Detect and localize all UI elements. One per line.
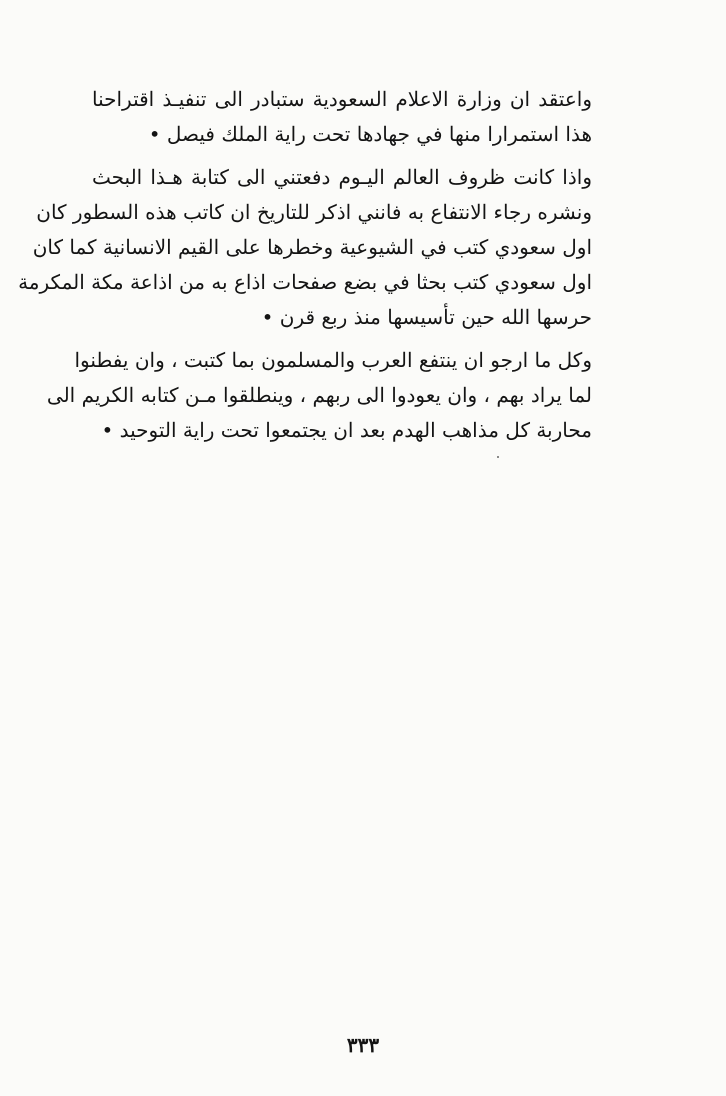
text-line: هذا استمرارا منها في جهادها تحت راية الملك فيصل •	[148, 122, 592, 146]
text-line: واذا كانت ظروف العالم اليـوم دفعتني الى كتابة هـذا البحث	[92, 165, 592, 189]
text-line: واعتقد ان وزارة الاعلام السعودية ستبادر الى تنفيـذ اقتراحنا	[92, 87, 592, 111]
text-line: ونشره رجاء الانتفاع به فانني اذكر للتاريخ ان كاتب هذه السطور كان	[36, 200, 592, 224]
text-line: اول سعودي كتب في الشيوعية وخطرها على القيم الانسانية كما كان	[32, 235, 592, 259]
text-line: وكل ما ارجو ان ينتفع العرب والمسلمون بما كتبت ، وان يفطنوا	[74, 348, 592, 372]
text-line: اول سعودي كتب بحثا في بضع صفحات اذاع به من اذاعة مكة المكرمة	[18, 270, 592, 294]
text-line: حرسها الله حين تأسيسها منذ ربع قرن •	[261, 305, 592, 329]
scan-speck	[497, 456, 499, 458]
page-number: ٣٣٣	[346, 1033, 380, 1057]
paragraph-3	[46, 343, 614, 448]
text-line: لما يراد بهم ، وان يعودوا الى ربهم ، وينطلقوا مـن كتابه الكريم الى	[46, 383, 592, 407]
text-line: محاربة كل مذاهب الهدم بعد ان يجتمعوا تحت راية التوحيد •	[101, 418, 592, 442]
paragraph-2	[18, 160, 614, 335]
body-text	[18, 82, 614, 448]
paragraph-1	[92, 82, 614, 152]
